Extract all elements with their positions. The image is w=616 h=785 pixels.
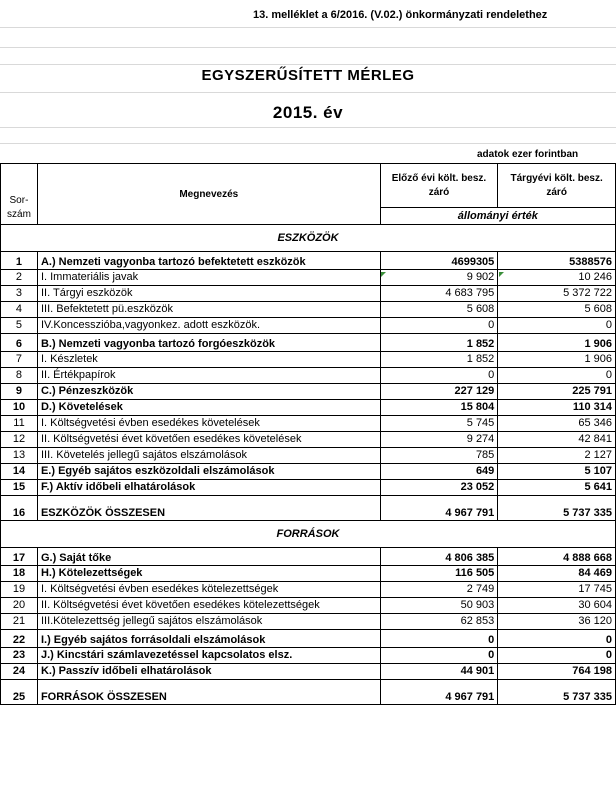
row-number: 2 (1, 270, 38, 286)
row-curr-value: 0 (498, 368, 616, 384)
row-curr-value: 110 314 (498, 400, 616, 416)
row-prev-value: 0 (380, 318, 498, 334)
column-header-curr: Tárgyévi költ. besz. záró (498, 164, 616, 208)
table-row (1, 566, 616, 582)
row-curr-value: 17 745 (498, 582, 616, 598)
row-curr-value: 5 737 335 (498, 680, 616, 705)
row-name: I. Költségvetési évben esedékes követelések (37, 416, 380, 432)
row-name: D.) Követelések (37, 400, 380, 416)
table-row (1, 582, 616, 598)
table-row (1, 614, 616, 630)
row-name: II. Költségvetési évet követően esedékes kötelezettségek (37, 598, 380, 614)
table-row (1, 302, 616, 318)
gridline (0, 47, 616, 48)
row-number: 16 (1, 496, 38, 521)
row-prev-value: 116 505 (380, 566, 498, 582)
row-curr-value: 5 608 (498, 302, 616, 318)
row-name: II. Értékpapírok (37, 368, 380, 384)
table-row (1, 252, 616, 270)
row-number: 9 (1, 384, 38, 400)
row-number: 20 (1, 598, 38, 614)
row-number: 21 (1, 614, 38, 630)
row-name: III. Befektetett pü.eszközök (37, 302, 380, 318)
row-prev-value: 4699305 (380, 252, 498, 270)
row-prev-value: 0 (380, 648, 498, 664)
row-prev-value: 44 901 (380, 664, 498, 680)
row-name: IV.Koncesszióba,vagyonkez. adott eszközök. (37, 318, 380, 334)
row-number: 14 (1, 464, 38, 480)
section-assets (1, 225, 616, 252)
row-number: 3 (1, 286, 38, 302)
row-name: E.) Egyéb sajátos eszközoldali elszámolások (37, 464, 380, 480)
column-header-row-no (1, 164, 38, 225)
section-assets-label: ESZKÖZÖK (1, 225, 616, 252)
row-number: 1 (1, 252, 38, 270)
row-number: 22 (1, 630, 38, 648)
row-curr-value: 5 372 722 (498, 286, 616, 302)
row-prev-value: 2 749 (380, 582, 498, 598)
row-number: 18 (1, 566, 38, 582)
row-curr-value: 0 (498, 318, 616, 334)
unit-note: adatok ezer forintban (477, 149, 579, 160)
row-curr-value: 30 604 (498, 598, 616, 614)
row-name: I. Készletek (37, 352, 380, 368)
row-curr-value: 42 841 (498, 432, 616, 448)
row-prev-value: 649 (380, 464, 498, 480)
row-name: III.Kötelezettség jellegű sajátos elszámolások (37, 614, 380, 630)
table-row (1, 270, 616, 286)
cell-comment-marker (381, 272, 386, 277)
row-curr-value: 5 737 335 (498, 496, 616, 521)
row-curr-value: 764 198 (498, 664, 616, 680)
row-prev-value: 62 853 (380, 614, 498, 630)
column-header-row-no-line1: Sor- (9, 195, 29, 206)
gridline (0, 92, 616, 93)
row-number: 5 (1, 318, 38, 334)
row-prev-value: 23 052 (380, 480, 498, 496)
gridline (0, 143, 616, 144)
table-row (1, 384, 616, 400)
table-row (1, 318, 616, 334)
row-prev-value: 1 852 (380, 334, 498, 352)
row-curr-value: 5388576 (498, 252, 616, 270)
table-row (1, 480, 616, 496)
row-prev-value: 15 804 (380, 400, 498, 416)
cell-comment-marker (499, 272, 504, 277)
table-row (1, 648, 616, 664)
row-number: 8 (1, 368, 38, 384)
row-number: 23 (1, 648, 38, 664)
row-curr-value: 1 906 (498, 352, 616, 368)
row-curr-value: 2 127 (498, 448, 616, 464)
table-row (1, 464, 616, 480)
row-name: II. Tárgyi eszközök (37, 286, 380, 302)
decree-reference: 13. melléklet a 6/2016. (V.02.) önkormányzati rendelethez (253, 9, 548, 21)
row-curr-value: 4 888 668 (498, 548, 616, 566)
column-header-prev: Előző évi költ. besz. záró (380, 164, 498, 208)
row-name: ESZKÖZÖK ÖSSZESEN (37, 496, 380, 521)
row-curr-value: 0 (498, 630, 616, 648)
row-name: I.) Egyéb sajátos forrásoldali elszámolások (37, 630, 380, 648)
row-prev-value: 4 967 791 (380, 496, 498, 521)
row-number: 7 (1, 352, 38, 368)
row-name: H.) Kötelezettségek (37, 566, 380, 582)
row-name: A.) Nemzeti vagyonba tartozó befektetett eszközök (37, 252, 380, 270)
row-curr-value: 225 791 (498, 384, 616, 400)
column-header-row-no-line2: szám (7, 209, 31, 220)
row-number: 11 (1, 416, 38, 432)
row-name: II. Költségvetési évet követően esedékes követelések (37, 432, 380, 448)
row-name: G.) Saját tőke (37, 548, 380, 566)
row-number: 25 (1, 680, 38, 705)
document-year: 2015. év (272, 103, 344, 122)
table-row (1, 334, 616, 352)
section-liabilities (1, 521, 616, 548)
row-curr-value: 5 107 (498, 464, 616, 480)
row-name: C.) Pénzeszközök (37, 384, 380, 400)
row-curr-value: 84 469 (498, 566, 616, 582)
row-name: I. Költségvetési évben esedékes kötelezettségek (37, 582, 380, 598)
table-row (1, 368, 616, 384)
column-header-name: Megnevezés (37, 164, 380, 225)
row-name: K.) Passzív időbeli elhatárolások (37, 664, 380, 680)
balance-table (0, 163, 616, 705)
document-title: EGYSZERŰSÍTETT MÉRLEG (201, 67, 415, 84)
row-name: F.) Aktív időbeli elhatárolások (37, 480, 380, 496)
row-curr-value: 0 (498, 648, 616, 664)
row-name: FORRÁSOK ÖSSZESEN (37, 680, 380, 705)
row-name: J.) Kincstári számlavezetéssel kapcsolatos elsz. (37, 648, 380, 664)
gridline (0, 27, 616, 28)
row-number: 12 (1, 432, 38, 448)
table-row (1, 496, 616, 521)
row-number: 17 (1, 548, 38, 566)
table-row (1, 400, 616, 416)
row-prev-value: 9 274 (380, 432, 498, 448)
row-number: 15 (1, 480, 38, 496)
table-row (1, 680, 616, 705)
row-curr-value: 36 120 (498, 614, 616, 630)
row-prev-value: 50 903 (380, 598, 498, 614)
row-prev-value: 0 (380, 630, 498, 648)
row-prev-value: 4 806 385 (380, 548, 498, 566)
row-number: 10 (1, 400, 38, 416)
row-prev-value: 5 745 (380, 416, 498, 432)
table-row (1, 432, 616, 448)
table-row (1, 598, 616, 614)
table-row (1, 664, 616, 680)
row-prev-value: 4 683 795 (380, 286, 498, 302)
table-row (1, 630, 616, 648)
gridline (0, 64, 616, 65)
row-prev-value: 1 852 (380, 352, 498, 368)
row-prev-value: 9 902 (380, 270, 498, 286)
row-name: I. Immateriális javak (37, 270, 380, 286)
column-header-value-type: állományi érték (380, 208, 615, 225)
table-row (1, 416, 616, 432)
row-name: III. Követelés jellegű sajátos elszámolások (37, 448, 380, 464)
row-curr-value: 1 906 (498, 334, 616, 352)
gridline (0, 127, 616, 128)
row-prev-value: 785 (380, 448, 498, 464)
row-curr-value: 5 641 (498, 480, 616, 496)
row-prev-value: 227 129 (380, 384, 498, 400)
table-row (1, 548, 616, 566)
row-number: 13 (1, 448, 38, 464)
row-number: 19 (1, 582, 38, 598)
row-prev-value: 4 967 791 (380, 680, 498, 705)
table-row (1, 352, 616, 368)
row-prev-value: 5 608 (380, 302, 498, 318)
row-number: 4 (1, 302, 38, 318)
table-row (1, 286, 616, 302)
table-row (1, 448, 616, 464)
row-prev-value: 0 (380, 368, 498, 384)
section-liabilities-label: FORRÁSOK (1, 521, 616, 548)
row-curr-value: 65 346 (498, 416, 616, 432)
row-curr-value: 10 246 (498, 270, 616, 286)
row-number: 6 (1, 334, 38, 352)
row-number: 24 (1, 664, 38, 680)
row-name: B.) Nemzeti vagyonba tartozó forgóeszközök (37, 334, 380, 352)
